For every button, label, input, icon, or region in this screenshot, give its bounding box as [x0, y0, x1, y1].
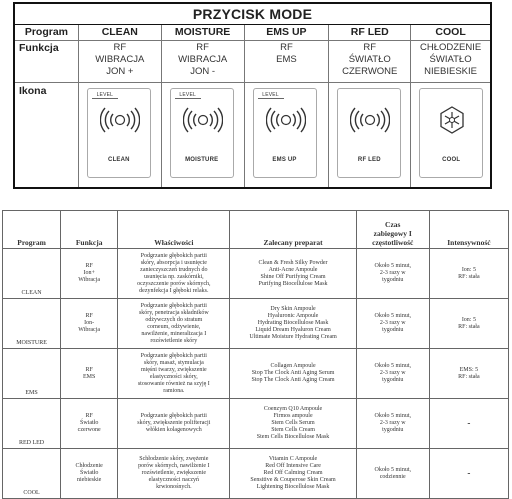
- row-function: RF EMS: [61, 349, 118, 399]
- function-cool: CHŁODZENIE ŚWIATŁO NIEBIESKIE: [419, 42, 482, 77]
- header-properties: Właściwości: [118, 211, 230, 249]
- row-time: Około 5 minut, 2-3 razy w tygodniu: [356, 249, 429, 299]
- function-rf-led: RF ŚWIATŁO CZERWONE: [329, 41, 411, 82]
- level-waves-icon: [266, 103, 306, 137]
- row-intensity: Ion: 5 RF: stała: [429, 299, 508, 349]
- card-label-rf-led: RF LED: [357, 157, 381, 163]
- row-program: COOL: [3, 449, 61, 499]
- function-row: [15, 41, 490, 83]
- program-row: [15, 25, 490, 41]
- program-rf-led: RF LED: [329, 25, 411, 40]
- card-label-ems-up: EMS UP: [272, 157, 297, 163]
- row-time: Około 5 minut, 2-3 razy w tygodniu: [356, 399, 429, 449]
- icon-cell-ems-up: [245, 83, 330, 187]
- function-row-label: Funkcja: [15, 41, 79, 82]
- header-time: Czas zabiegowy I częstotliwość: [356, 211, 429, 249]
- table-row: [3, 249, 509, 299]
- row-intensity: -: [429, 399, 508, 449]
- row-product: Coenzym Q10 Ampoule Firmos ampoule Stem Cells Serum Stem Cells Cream Stem Cells Biocellulose Mask: [230, 399, 356, 449]
- card-label-cool: COOL: [442, 157, 461, 163]
- row-program: CLEAN: [3, 249, 61, 299]
- row-product: Dry Skin Ampoule Hyaluronic Ampoule Hydrating Biocellulose Mask Liquid Dream Hyaluron Cream Ultimate Moisture Hydrating Cream: [230, 299, 356, 349]
- table-row: [3, 349, 509, 399]
- treatment-table: [2, 210, 509, 499]
- program-row-label: Program: [15, 25, 79, 40]
- row-properties: Podgrzanie głębokich partii skóry, penetracja składników odżywczych do stratum corneum, odżywienie, nawilżenie, mineralizacja I rozświetlenie skóry: [118, 299, 230, 349]
- card-level-label: LEVEL: [175, 92, 201, 99]
- row-intensity: EMS: 5 RF: stała: [429, 349, 508, 399]
- row-time: Około 5 minut, 2-3 razy w tygodniu: [356, 349, 429, 399]
- row-function: RF Światło czerwone: [61, 399, 118, 449]
- mode-card-cool: [419, 88, 483, 178]
- level-waves-icon: [350, 103, 390, 137]
- row-properties: Schłodzenie skóry, zwężenie porów skórnych, nawilżenie I rozświetlenie, zwiększenie elastyczności naczyń krwionośnych.: [118, 449, 230, 499]
- program-cool: COOL: [435, 26, 466, 38]
- mode-card-ems-up: [253, 88, 317, 178]
- card-level-label: LEVEL: [258, 92, 284, 99]
- function-ems-up: RF EMS: [245, 41, 330, 82]
- treatment-table-header: [3, 211, 509, 249]
- row-product: Vitamin C Ampoule Red Off Intensive Care Red Off Calming Cream Sensitive & Couperose Skin Cream Lightening Biocellulose Mask: [230, 449, 356, 499]
- table-row: [3, 399, 509, 449]
- row-product: Clean & Fresh Silky Powder Anti-Acne Ampoule Shine Off Purifying Cream Purifying Biocellulose Mask: [230, 249, 356, 299]
- table-row: [3, 449, 509, 499]
- row-intensity: Ion: 5 RF: stała: [429, 249, 508, 299]
- row-properties: Podgrzanie głębokich partii skóry, absorpcja i usunięcie zanieczyszczeń trudnych do usunięcia np. zaskórniki, oczyszczenie porów skórnych, dezynfekcja I głęboki relaks.: [118, 249, 230, 299]
- row-time: Około 5 minut, codziennie: [356, 449, 429, 499]
- card-label-moisture: MOISTURE: [185, 157, 219, 163]
- header-intensity: Intensywność: [429, 211, 508, 249]
- row-function: RF Ion+ Wibracja: [61, 249, 118, 299]
- level-waves-icon: [183, 103, 223, 137]
- row-program: RED LED: [3, 399, 61, 449]
- icon-cell-rf-led: [329, 83, 411, 187]
- header-product: Zalecany preparat: [230, 211, 356, 249]
- icon-cell-moisture: [162, 83, 245, 187]
- row-program: MOISTURE: [3, 299, 61, 349]
- level-waves-icon: [100, 103, 140, 137]
- mode-card-rf-led: [337, 88, 401, 178]
- program-clean: CLEAN: [79, 25, 162, 40]
- row-properties: Podgrzanie głębokich partii skóry, zwiększenie polifteracji włókien kolagenowych: [118, 399, 230, 449]
- snowflake-icon: [432, 103, 472, 137]
- row-program: EMS: [3, 349, 61, 399]
- row-properties: Podgrzanie głębokich partii skóry, masaż, stymulacja mięśni twarzy, zwiększenie elastyczności skóry, stosowanie również na szyję I ramiona.: [118, 349, 230, 399]
- icon-row-label: Ikona: [15, 83, 79, 187]
- row-time: Około 5 minut, 2-3 razy w tygodniu: [356, 299, 429, 349]
- row-function: RF Ion- Wibracja: [61, 299, 118, 349]
- card-level-label: LEVEL: [92, 92, 118, 99]
- program-ems-up: EMS UP: [245, 25, 330, 40]
- mode-button-table: [13, 2, 492, 189]
- row-intensity: -: [429, 449, 508, 499]
- icon-cell-cool: [411, 83, 490, 187]
- mode-table-title: PRZYCISK MODE: [15, 4, 490, 25]
- row-function: Chłodzenie Światło niebieskie: [61, 449, 118, 499]
- icon-row: [15, 83, 490, 187]
- card-label-clean: CLEAN: [108, 157, 130, 163]
- mode-card-moisture: [170, 88, 234, 178]
- header-function: Funkcja: [61, 211, 118, 249]
- row-product: Collagen Ampoule Stop The Clock Anti Aging Serum Stop The Clock Anti Aging Cream: [230, 349, 356, 399]
- header-program: Program: [3, 211, 61, 249]
- program-moisture: MOISTURE: [162, 25, 245, 40]
- icon-cell-clean: [79, 83, 162, 187]
- table-row: [3, 299, 509, 349]
- mode-card-clean: [87, 88, 151, 178]
- function-clean: RF WIBRACJA JON +: [79, 41, 162, 82]
- function-moisture: RF WIBRACJA JON -: [162, 41, 245, 82]
